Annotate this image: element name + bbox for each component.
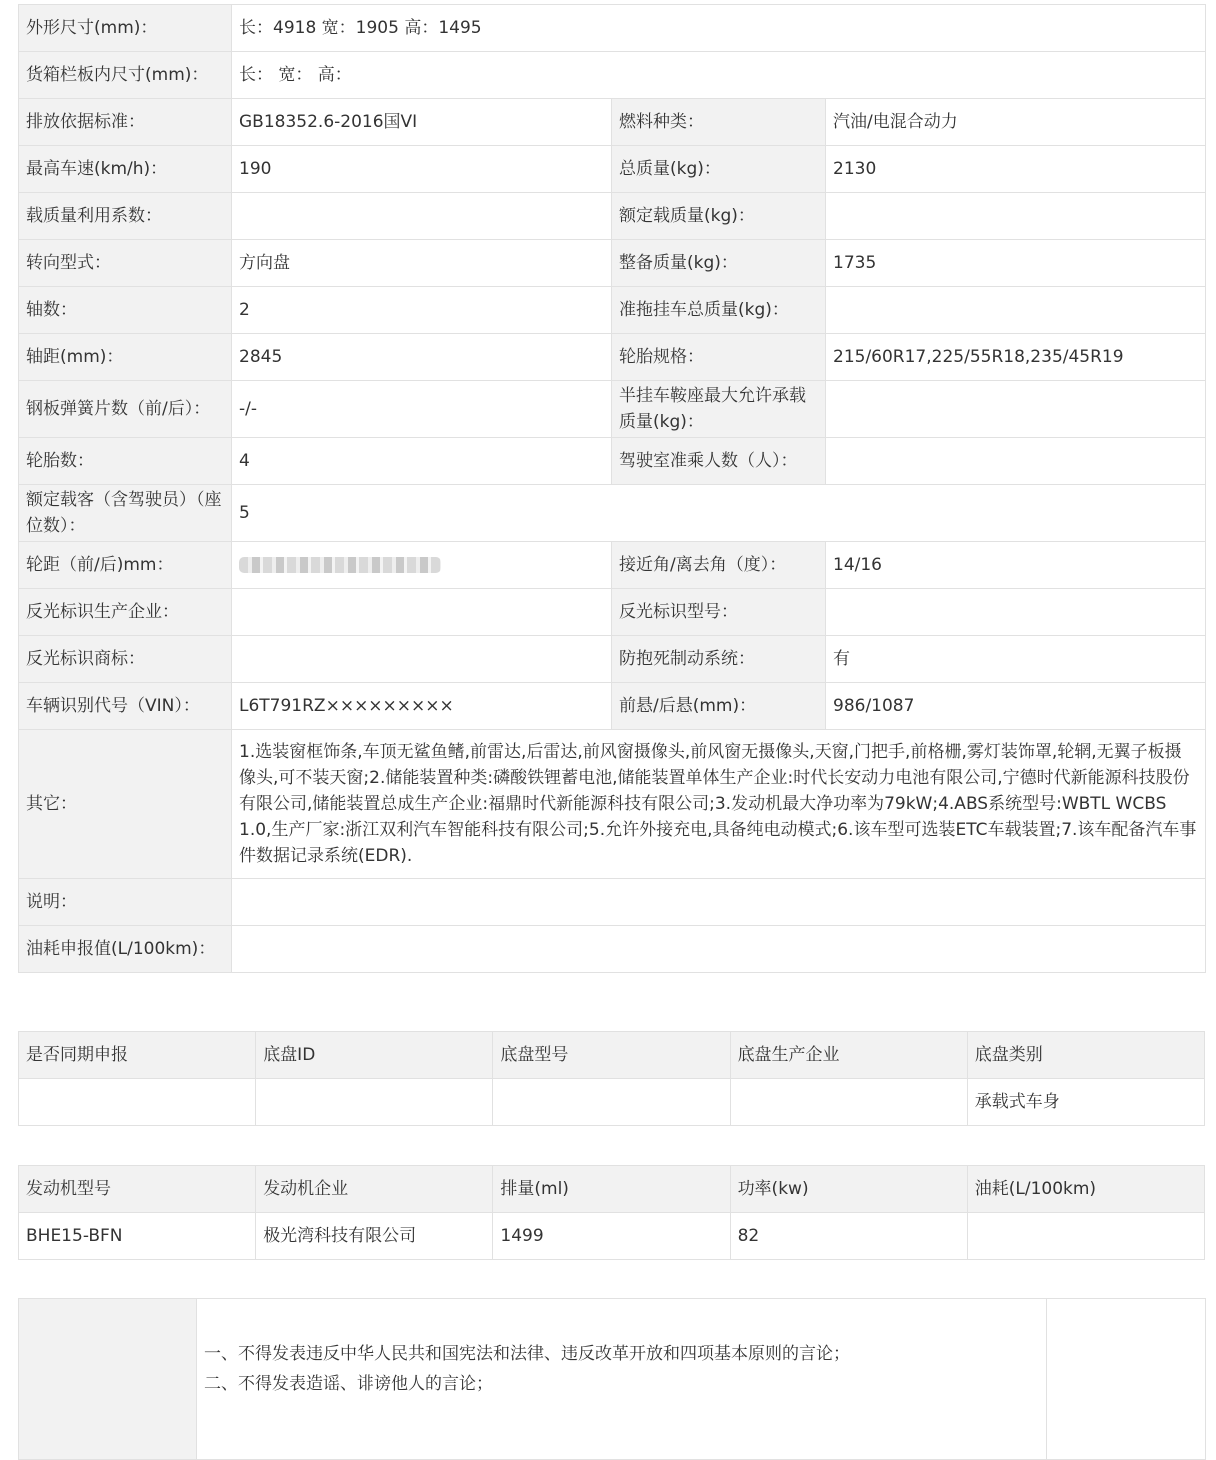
abs-label: 防抱死制动系统： xyxy=(612,636,826,683)
notice-line: 二、不得发表造谣、诽谤他人的言论； xyxy=(204,1374,493,1394)
saddle-label: 半挂车鞍座最大允许承载质量(kg)： xyxy=(612,381,826,438)
other-value: 1.选装窗框饰条,车顶无鲨鱼鳍,前雷达,后雷达,前风窗摄像头,前风窗无摄像头,天窗,门把手,前格栅,雾灯装饰罩,轮辋,无翼子板摄像头,可不装天窗;2.储能装置种类:磷酸铁锂蓄电池,储能装置单体生产企业:时代长安动力电池有限公司,宁德时代新能源科技股份有限公司,储能装置总成生产企业:福鼎时代新能源科技有限公司;3.发动机最大净功率为79kW;4.ABS系统型号:WBTL WCBS 1.0,生产厂家:浙江双利汽车智能科技有限公司;5.允许外接充电,具备纯电动模式;6.该车型可选装ETC车载装置;7.该车配备汽车事件数据记录系统(EDR). xyxy=(232,730,1206,879)
angles-value: 14/16 xyxy=(826,542,1206,589)
other-label: 其它： xyxy=(19,730,232,879)
wheelbase-value: 2845 xyxy=(232,334,612,381)
overhang-value: 986/1087 xyxy=(826,683,1206,730)
engine-row xyxy=(19,1213,1205,1260)
chassis-header: 底盘类别 xyxy=(967,1032,1204,1079)
notice-table xyxy=(18,1298,1206,1460)
row-tyres xyxy=(19,438,1206,485)
engine-cell: 1499 xyxy=(493,1213,730,1260)
engine-header: 油耗(L/100km) xyxy=(967,1166,1204,1213)
emission-label: 排放依据标准： xyxy=(19,99,232,146)
curb-mass-value: 1735 xyxy=(826,240,1206,287)
cargo-value: 长： 宽： 高： xyxy=(232,52,1206,99)
row-passengers xyxy=(19,485,1206,542)
row-cargo xyxy=(19,52,1206,99)
consumption-value xyxy=(232,926,1206,973)
track-label: 轮距（前/后)mm： xyxy=(19,542,232,589)
overhang-label: 前悬/后悬(mm)： xyxy=(612,683,826,730)
notice-side-right xyxy=(1047,1299,1206,1460)
note-label: 说明： xyxy=(19,879,232,926)
refl-model-value xyxy=(826,589,1206,636)
load-coef-value xyxy=(232,193,612,240)
springs-value: -/- xyxy=(232,381,612,438)
redacted-blur xyxy=(239,557,441,573)
row-steering xyxy=(19,240,1206,287)
engine-header-row xyxy=(19,1166,1205,1213)
tyres-count-label: 轮胎数： xyxy=(19,438,232,485)
refl-brand-label: 反光标识商标： xyxy=(19,636,232,683)
steering-label: 转向型式： xyxy=(19,240,232,287)
row-vin xyxy=(19,683,1206,730)
load-coef-label: 载质量利用系数： xyxy=(19,193,232,240)
row-other xyxy=(19,730,1206,879)
springs-label: 钢板弹簧片数（前/后）： xyxy=(19,381,232,438)
row-springs xyxy=(19,381,1206,438)
steering-value: 方向盘 xyxy=(232,240,612,287)
chassis-cell xyxy=(493,1079,730,1126)
row-wheelbase xyxy=(19,334,1206,381)
chassis-header: 是否同期申报 xyxy=(19,1032,256,1079)
tyre-value: 215/60R17,225/55R18,235/45R19 xyxy=(826,334,1206,381)
speed-label: 最高车速(km/h)： xyxy=(19,146,232,193)
dims-label: 外形尺寸(mm)： xyxy=(19,5,232,52)
chassis-cell xyxy=(19,1079,256,1126)
chassis-header: 底盘生产企业 xyxy=(730,1032,967,1079)
chassis-cell xyxy=(256,1079,493,1126)
speed-value: 190 xyxy=(232,146,612,193)
cab-seats-label: 驾驶室准乘人数（人）： xyxy=(612,438,826,485)
chassis-cell xyxy=(730,1079,967,1126)
refl-maker-label: 反光标识生产企业： xyxy=(19,589,232,636)
angles-label: 接近角/离去角（度）： xyxy=(612,542,826,589)
engine-cell: 82 xyxy=(730,1213,967,1260)
row-axles xyxy=(19,287,1206,334)
emission-value: GB18352.6-2016国VI xyxy=(232,99,612,146)
notice-side-left xyxy=(19,1299,197,1460)
engine-cell: 极光湾科技有限公司 xyxy=(256,1213,493,1260)
dims-value: 长：4918 宽：1905 高：1495 xyxy=(232,5,1206,52)
total-mass-value: 2130 xyxy=(826,146,1206,193)
vin-value: L6T791RZ××××××××× xyxy=(232,683,612,730)
axles-value: 2 xyxy=(232,287,612,334)
row-dims xyxy=(19,5,1206,52)
row-speed xyxy=(19,146,1206,193)
spec-table xyxy=(18,4,1206,973)
curb-mass-label: 整备质量(kg)： xyxy=(612,240,826,287)
engine-table xyxy=(18,1165,1205,1260)
tyres-count-value: 4 xyxy=(232,438,612,485)
vin-label: 车辆识别代号（VIN）： xyxy=(19,683,232,730)
chassis-header-row xyxy=(19,1032,1205,1079)
trailer-mass-value xyxy=(826,287,1206,334)
abs-value: 有 xyxy=(826,636,1206,683)
notice-line: 一、不得发表违反中华人民共和国宪法和法律、违反改革开放和四项基本原则的言论； xyxy=(204,1344,850,1364)
tyre-label: 轮胎规格： xyxy=(612,334,826,381)
rated-load-label: 额定载质量(kg)： xyxy=(612,193,826,240)
cargo-label: 货箱栏板内尺寸(mm)： xyxy=(19,52,232,99)
wheelbase-label: 轴距(mm)： xyxy=(19,334,232,381)
axles-label: 轴数： xyxy=(19,287,232,334)
refl-model-label: 反光标识型号： xyxy=(612,589,826,636)
note-value xyxy=(232,879,1206,926)
cab-seats-value xyxy=(826,438,1206,485)
chassis-table xyxy=(18,1031,1205,1126)
rated-load-value xyxy=(826,193,1206,240)
row-note xyxy=(19,879,1206,926)
trailer-mass-label: 准拖挂车总质量(kg)： xyxy=(612,287,826,334)
row-reflector-maker xyxy=(19,589,1206,636)
notice-body xyxy=(197,1299,1047,1460)
row-emission xyxy=(19,99,1206,146)
engine-cell: BHE15-BFN xyxy=(19,1213,256,1260)
total-mass-label: 总质量(kg)： xyxy=(612,146,826,193)
notice-row xyxy=(19,1299,1206,1460)
consumption-label: 油耗申报值(L/100km)： xyxy=(19,926,232,973)
engine-cell xyxy=(967,1213,1204,1260)
engine-header: 排量(ml) xyxy=(493,1166,730,1213)
engine-header: 发动机企业 xyxy=(256,1166,493,1213)
saddle-value xyxy=(826,381,1206,438)
chassis-cell: 承载式车身 xyxy=(967,1079,1204,1126)
engine-header: 发动机型号 xyxy=(19,1166,256,1213)
track-value xyxy=(232,542,612,589)
fuel-label: 燃料种类： xyxy=(612,99,826,146)
fuel-value: 汽油/电混合动力 xyxy=(826,99,1206,146)
passengers-label: 额定载客（含驾驶员）（座位数）： xyxy=(19,485,232,542)
chassis-header: 底盘型号 xyxy=(493,1032,730,1079)
row-consumption xyxy=(19,926,1206,973)
row-reflector-brand xyxy=(19,636,1206,683)
chassis-row xyxy=(19,1079,1205,1126)
refl-brand-value xyxy=(232,636,612,683)
refl-maker-value xyxy=(232,589,612,636)
passengers-value: 5 xyxy=(232,485,1206,542)
engine-header: 功率(kw) xyxy=(730,1166,967,1213)
chassis-header: 底盘ID xyxy=(256,1032,493,1079)
row-track xyxy=(19,542,1206,589)
row-load xyxy=(19,193,1206,240)
